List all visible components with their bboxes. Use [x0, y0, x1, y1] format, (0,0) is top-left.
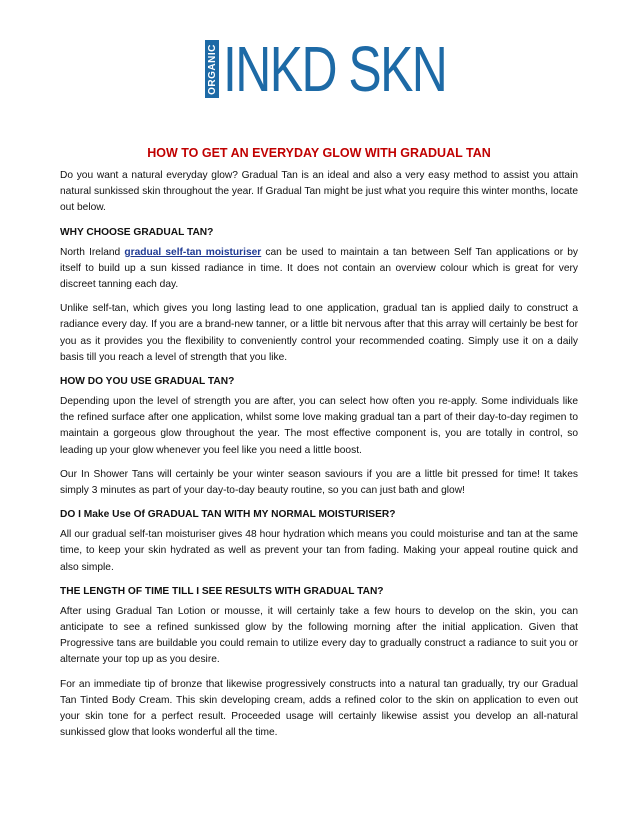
section-heading-why: WHY CHOOSE GRADUAL TAN? — [60, 226, 214, 238]
section-heading-how: HOW DO YOU USE GRADUAL TAN? — [60, 376, 235, 388]
how-paragraph-1: Depending upon the level of strength you are after, you can select how often you re-apply. Some individuals like the refined surface after one application, whilst some love making gradual tan a part of their day-to-day regimen to maintain a gorgeous glow throughout the year. The most effective component is, you are totally in control, so leading up your glow whenever you feel like you need a little boost. — [60, 396, 578, 456]
why-p1-after: can be used to maintain a tan between Self Tan applications or by itself to build up a sun kissed radiance in time. It does not contain an overview colour which is great for very discreet tanning each day. — [60, 246, 579, 291]
logo-wordmark: INKD SKN — [223, 33, 447, 105]
logo-organic-tab — [205, 40, 219, 98]
why-paragraph-1 — [60, 245, 578, 294]
section-heading-moisturiser: DO I Make Use Of GRADUAL TAN WITH MY NORMAL MOISTURISER? — [60, 509, 396, 521]
logo-side-text: ORGANIC — [206, 43, 218, 95]
page-title: HOW TO GET AN EVERYDAY GLOW WITH GRADUAL TAN — [147, 146, 491, 160]
how-paragraph-2: Our In Shower Tans will certainly be your winter season saviours if you are a little bit pressed for time! It takes simply 3 minutes as part of your day-to-day beauty routine, so you can just bath and glow! — [60, 468, 578, 497]
intro-paragraph: Do you want a natural everyday glow? Gradual Tan is an ideal and also a very easy method to assist you attain natural sunkissed skin throughout the year. If Gradual Tan might be just what you require this winter months, locate out below. — [60, 170, 578, 214]
results-paragraph-1: After using Gradual Tan Lotion or mousse, it will certainly take a few hours to develop on the skin, you can anticipate to see a refined sunkissed glow by the following morning after the initial application. Given that Progressive tans are buildable you could remain to utilize every day to gradually construct a radiance to suit you or alternate your top up as you desire. — [60, 605, 578, 666]
brand-logo — [205, 33, 509, 105]
why-p1-before: North Ireland — [60, 246, 125, 258]
gradual-self-tan-link[interactable]: gradual self-tan moisturiser — [124, 246, 262, 258]
article-body — [60, 168, 578, 749]
moisturiser-paragraph: All our gradual self-tan moisturiser gives 48 hour hydration which means you could moisturise and tan at the same time, to keep your skin hydrated as well as prevent your tan from fading. Making your appeal routine quick and also simple. — [60, 529, 578, 573]
why-paragraph-2: Unlike self-tan, which gives you long lasting lead to one application, gradual tan is applied daily to construct a radiance every day. If you are a brand-new tanner, or a little bit nervous after that this array will certainly be best for you as it provides you the flexibility to conveniently control your recommended coating. Simply use it on a daily basis till you reach a level of strength that you like. — [60, 303, 578, 363]
results-paragraph-2: For an immediate tip of bronze that likewise progressively constructs into a natural tan gradually, try our Gradual Tan Tinted Body Cream. This skin developing cream, adds a refined color to the skin on application to even out your skin tone for a perfect result. Proceeded usage will certainly likewise assist you develop an all-natural sunkissed glow that looks wonderful all the time. — [60, 678, 578, 739]
section-heading-results: THE LENGTH OF TIME TILL I SEE RESULTS WITH GRADUAL TAN? — [60, 585, 384, 597]
